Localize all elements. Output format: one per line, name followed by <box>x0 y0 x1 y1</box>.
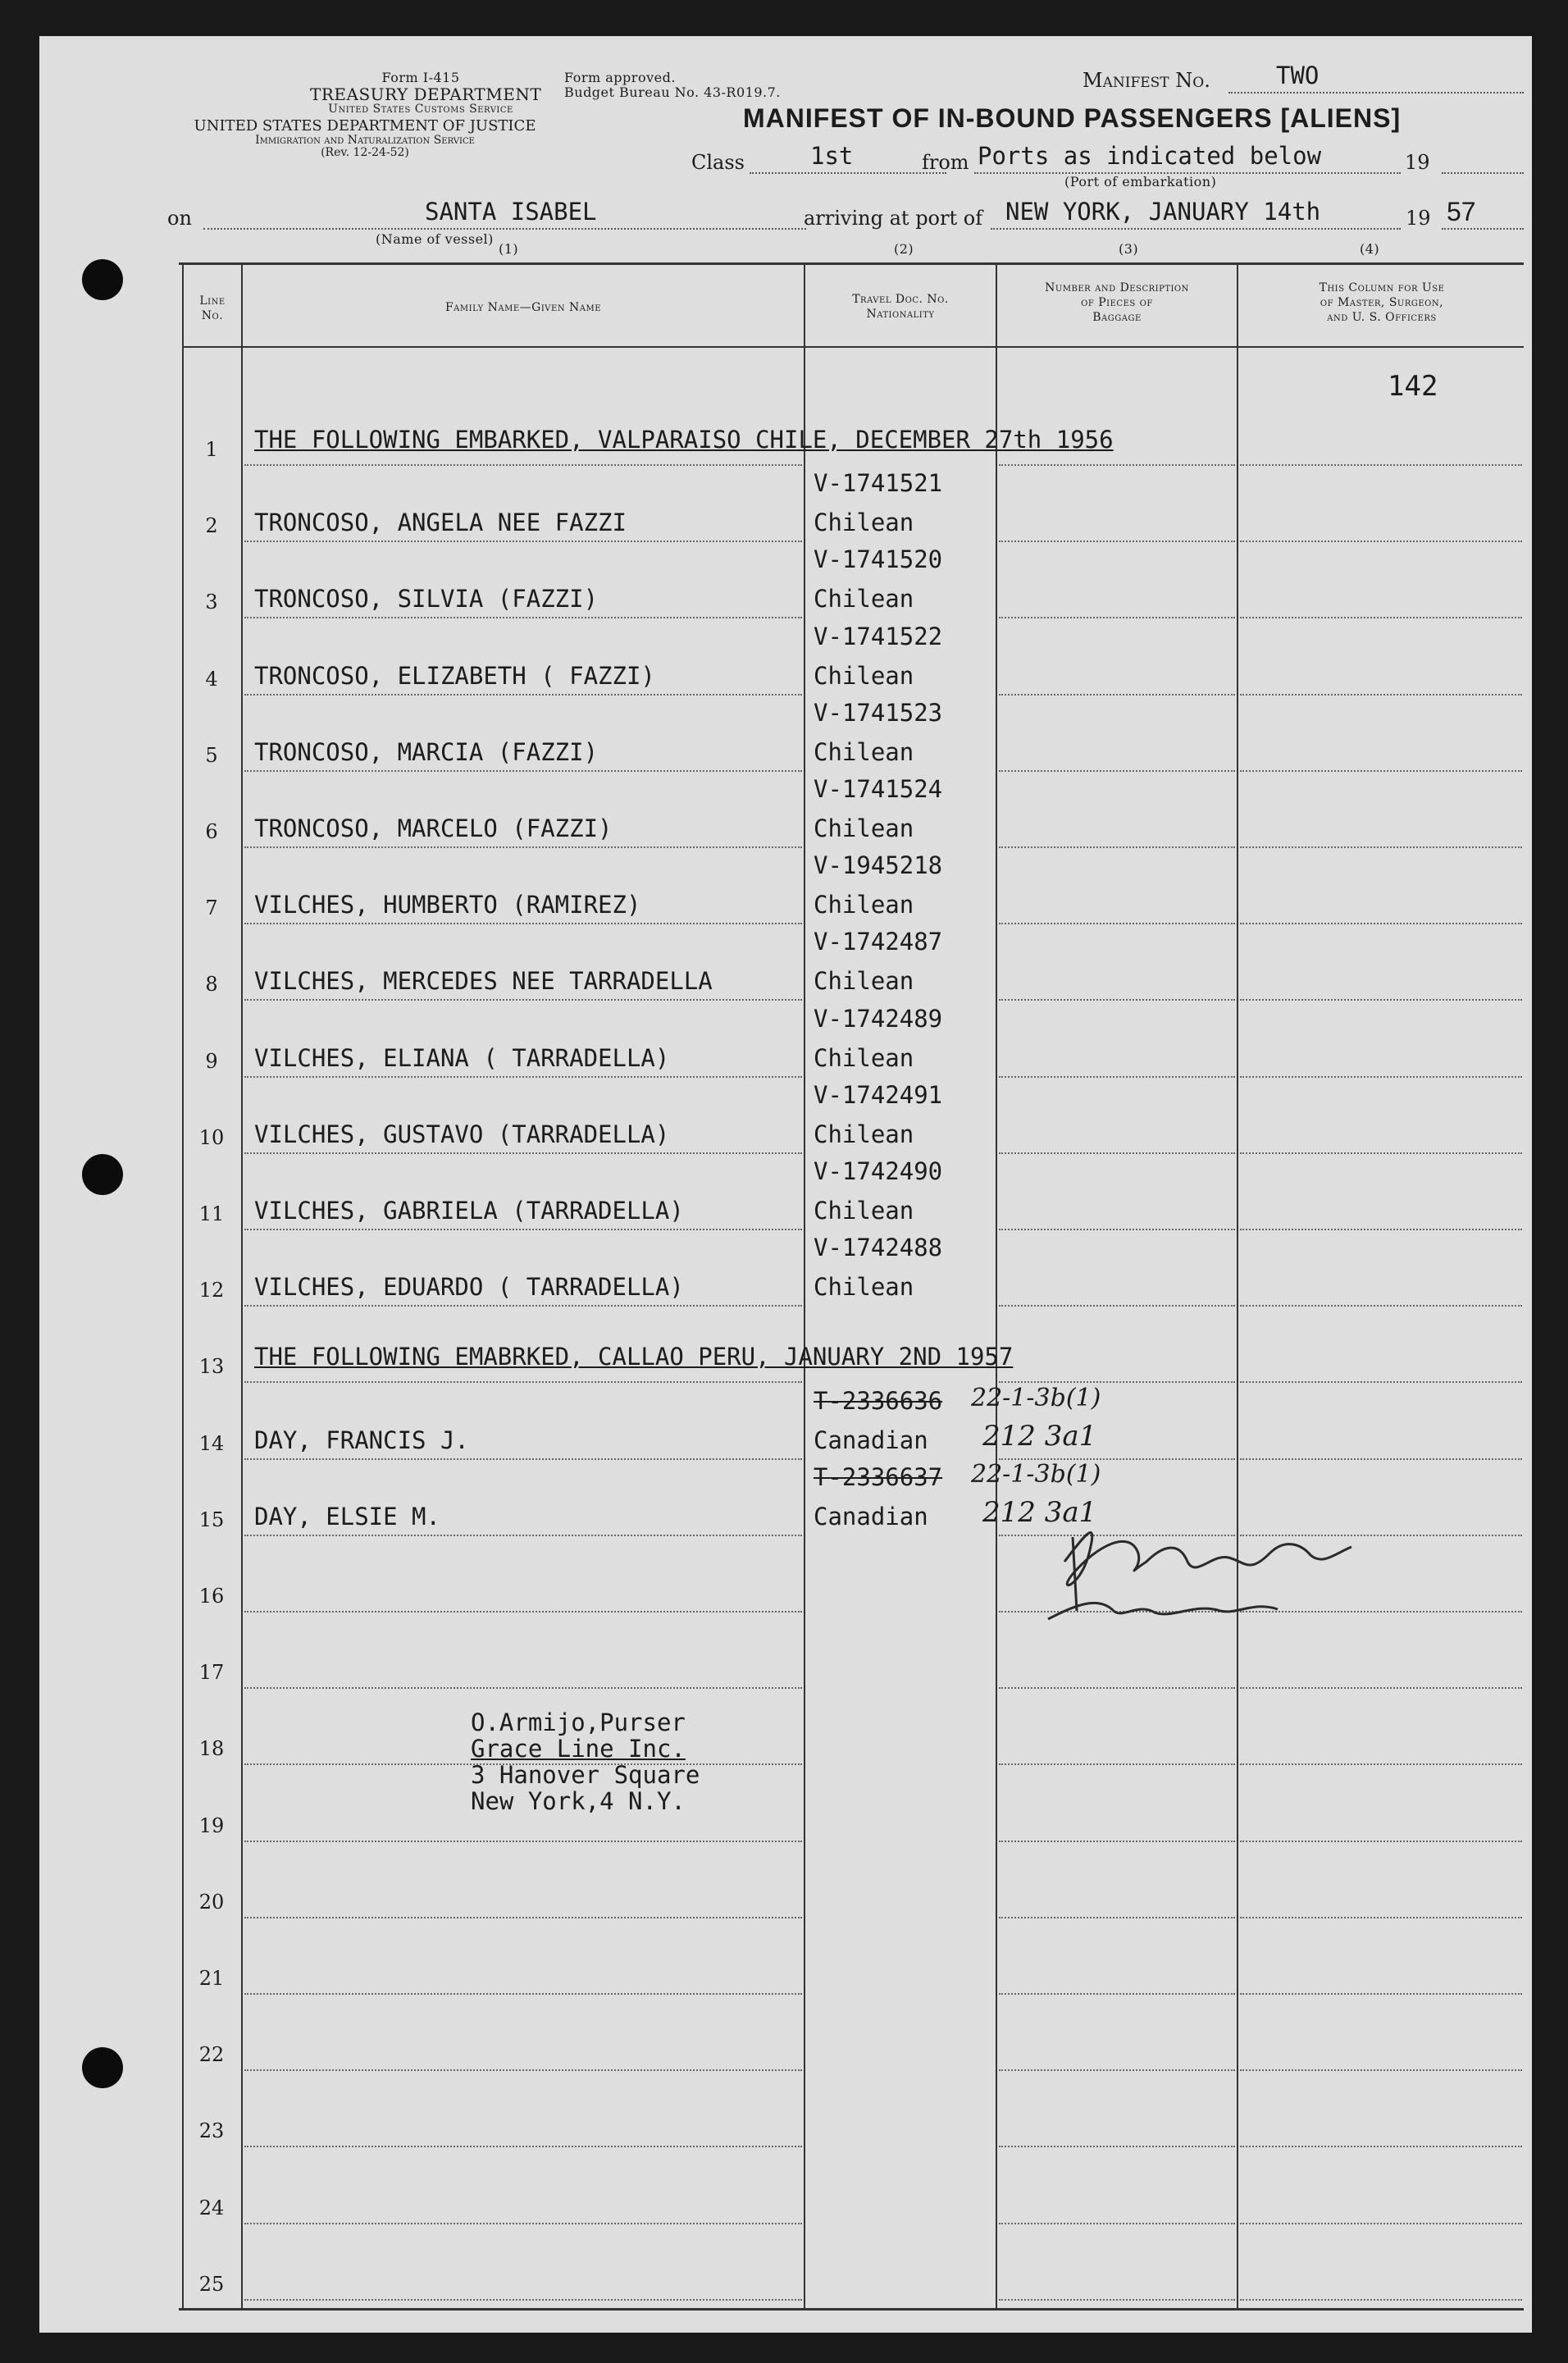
table-top-rule <box>179 262 1524 265</box>
nationality: Chilean <box>814 1197 914 1225</box>
line-number: 24 <box>198 2196 225 2219</box>
handwritten-nat-note: 212 3a1 <box>982 1495 1097 1529</box>
manifest-no-value: TWO <box>1276 62 1320 89</box>
passenger-name: DAY, ELSIE M. <box>254 1502 440 1530</box>
embarkation-heading: THE FOLLOWING EMABRKED, CALLAO PERU, JANUARY 2ND 1957 <box>254 1343 1014 1371</box>
line-number: 5 <box>205 743 218 767</box>
line-number: 20 <box>198 1890 225 1914</box>
line-number: 19 <box>198 1813 225 1837</box>
travel-doc-number: V-1741523 <box>814 698 943 727</box>
travel-doc-number: V-1945218 <box>814 851 943 880</box>
passenger-name: VILCHES, ELIANA ( TARRADELLA) <box>254 1043 670 1072</box>
manifest-page: Form I-415 TREASURY DEPARTMENT United States Customs Service Form approved. Budget Bureau No. 43-R019.7. UNITED STATES DEPARTMENT OF JUSTICE Immigration and Naturalization Service (Rev. 12-24-52) Manifest No. TWO MANIFEST OF IN-BOUND PASSENGERS [ALIENS] Class 1st from Ports as indicated below 19 (Port of embarkation) on SANTA ISABEL arriving at port of NEW YORK, JANUARY 14th 19 57 (Name of vessel) (1) (2) (3) (4) Line No. Family Name—Given Name Travel Doc. No. Nationality Number and Description of Pieces of Baggage This Column for Use of Master, Surgeon, and U. S. Officers 1 THE FOLLOWING EMBARKED, VALPARAISO CHILE, DECEMBER 27th 1956 2 TRONCOSO, ANGELA NEE FAZZI V-1741521 Chilean 3 TRONCOSO, SILVIA (FAZZI) V-1741520 Chilean 4 TRONCOSO, ELIZABETH ( FAZZI) V-1741522 Chilean 5 TRONCOSO, MARCIA (FAZZI) V-1741523 Chilean 6 TRONCOSO, MARCELO (FAZZI) V-1741524 Chilean 7 VILCHES, HUMBERTO (RAMIREZ) V-1945218 Chilean 8 VILCHES, MERCEDES NEE TARRADELLA V-1742487 Chilean 9 VILCHES, ELIANA ( TARRADELLA) V-1742489 Chilean 10 VILCHES, GUSTAVO (TARRADELLA) V-1742491 Chilean 11 VILCHES, GABRIELA (TARRADELLA) V-1742490 Chilean 12 VILCHES, EDUARDO ( TARRADELLA) V-1742488 Chilean 13 THE FOLLOWING EMABRKED, CALLAO PERU, JANUARY 2ND 1957 14 DAY, FRANCIS J. T-2336636 Canadian 22-1-3b(1) 212 3a1 15 DAY, ELSIE M. T-2336637 Canadian 22-1-3b(1) 212 3a1 16 17 18 19 20 21 22 23 24 25 142 O.Armijo,Purser Grace Line Inc. 3 Hanover Square New York,4 N.Y. <box>39 36 1532 2333</box>
col-header-officers: This Column for Use of Master, Surgeon, and U. S. Officers <box>1319 281 1445 325</box>
travel-doc-number: V-1741524 <box>814 775 943 803</box>
year-label: 19 <box>1405 151 1430 174</box>
document-title: MANIFEST OF IN-BOUND PASSENGERS [ALIENS] <box>743 103 1402 133</box>
passenger-name: VILCHES, GUSTAVO (TARRADELLA) <box>254 1120 670 1148</box>
nationality: Canadian <box>814 1502 928 1530</box>
nationality: Chilean <box>814 661 914 690</box>
passenger-name: VILCHES, GABRIELA (TARRADELLA) <box>254 1197 684 1225</box>
agency-block: UNITED STATES DEPARTMENT OF JUSTICE Immigration and Naturalization Service (Rev. 12-24-52) <box>194 117 536 160</box>
line-number: 3 <box>205 591 218 614</box>
passenger-name: TRONCOSO, SILVIA (FAZZI) <box>254 585 599 614</box>
line-number: 6 <box>205 820 218 843</box>
arrival-year-prefix: 19 <box>1406 207 1431 230</box>
line-number: 8 <box>205 973 218 997</box>
line-number: 16 <box>198 1585 225 1608</box>
travel-doc-number: T-2336636 <box>814 1386 943 1415</box>
nationality: Chilean <box>814 967 914 996</box>
nationality: Chilean <box>814 1043 914 1072</box>
arrival-port-value: NEW YORK, JANUARY 14th <box>1005 198 1321 226</box>
class-value: 1st <box>810 142 854 170</box>
line-number: 25 <box>198 2272 225 2296</box>
vessel-caption: (Name of vessel) <box>376 231 494 247</box>
line-number: 18 <box>198 1737 225 1761</box>
officer-signature <box>1040 1496 1401 1660</box>
punch-hole <box>82 259 123 300</box>
nationality: Chilean <box>814 585 914 614</box>
passenger-name: TRONCOSO, MARCELO (FAZZI) <box>254 814 613 842</box>
line-number: 10 <box>198 1125 225 1149</box>
passenger-name: VILCHES, HUMBERTO (RAMIREZ) <box>254 891 641 919</box>
line-number: 11 <box>198 1202 225 1225</box>
purser-address: O.Armijo,Purser Grace Line Inc. 3 Hanover Square New York,4 N.Y. <box>471 1708 700 1815</box>
vessel-name: SANTA ISABEL <box>425 198 597 226</box>
nationality: Chilean <box>814 891 914 919</box>
line-number: 9 <box>205 1049 218 1073</box>
handwritten-doc-note: 22-1-3b(1) <box>971 1383 1101 1412</box>
punch-hole <box>82 2047 123 2088</box>
travel-doc-number: V-1742491 <box>814 1080 943 1109</box>
form-number: Form I-415 TREASURY DEPARTMENT United States Customs Service <box>310 70 542 116</box>
travel-doc-number: V-1741522 <box>814 622 943 650</box>
line-number: 2 <box>205 514 218 538</box>
form-approved: Form approved. Budget Bureau No. 43-R019.7. <box>564 70 781 100</box>
travel-doc-number: V-1741520 <box>814 545 943 574</box>
handwritten-nat-note: 212 3a1 <box>982 1419 1097 1453</box>
line-number: 13 <box>198 1355 225 1379</box>
port-of-embarkation-caption: (Port of embarkation) <box>1064 174 1217 189</box>
passenger-name: TRONCOSO, ELIZABETH ( FAZZI) <box>254 661 655 690</box>
nationality: Chilean <box>814 814 914 842</box>
col-header-name: Family Name—Given Name <box>444 301 602 314</box>
travel-doc-number: V-1742489 <box>814 1004 943 1033</box>
header-row-rule <box>182 346 1524 348</box>
line-number: 15 <box>198 1508 225 1531</box>
travel-doc-number: V-1742487 <box>814 928 943 956</box>
nationality: Chilean <box>814 1273 914 1302</box>
col-header-baggage: Number and Description of Pieces of Baggage <box>1045 281 1189 325</box>
travel-doc-number: V-1742490 <box>814 1157 943 1185</box>
line-number: 14 <box>198 1431 225 1455</box>
col-header-line-no: Line No. <box>199 294 226 323</box>
count-annotation: 142 <box>1388 370 1438 403</box>
line-number: 17 <box>198 1661 225 1685</box>
on-label: on <box>167 207 192 230</box>
from-label: from <box>922 151 969 174</box>
nationality: Chilean <box>814 737 914 766</box>
travel-doc-number: V-1742488 <box>814 1234 943 1262</box>
travel-doc-number: T-2336637 <box>814 1462 943 1491</box>
passenger-name: VILCHES, MERCEDES NEE TARRADELLA <box>254 967 713 996</box>
class-label: Class <box>691 151 745 174</box>
line-number: 21 <box>198 1967 225 1990</box>
travel-doc-number: V-1741521 <box>814 469 943 498</box>
punch-hole <box>82 1154 123 1195</box>
line-number: 7 <box>205 896 218 920</box>
arriving-label: arriving at port of <box>804 207 983 230</box>
line-number: 4 <box>205 667 218 691</box>
line-number: 12 <box>198 1279 225 1302</box>
passenger-name: TRONCOSO, MARCIA (FAZZI) <box>254 737 599 766</box>
passenger-name: VILCHES, EDUARDO ( TARRADELLA) <box>254 1273 684 1302</box>
line-number: 22 <box>198 2043 225 2067</box>
nationality: Canadian <box>814 1426 928 1454</box>
passenger-name: DAY, FRANCIS J. <box>254 1426 469 1454</box>
arrival-year-suffix: 57 <box>1447 197 1476 226</box>
nationality: Chilean <box>814 509 914 537</box>
port-of-embarkation-value: Ports as indicated below <box>978 142 1322 170</box>
embarkation-heading: THE FOLLOWING EMBARKED, VALPARAISO CHILE, DECEMBER 27th 1956 <box>254 426 1114 454</box>
nationality: Chilean <box>814 1120 914 1148</box>
handwritten-doc-note: 22-1-3b(1) <box>971 1459 1101 1489</box>
passenger-name: TRONCOSO, ANGELA NEE FAZZI <box>254 509 627 537</box>
manifest-no-label: Manifest No. <box>1083 69 1210 92</box>
col-header-travel-doc: Travel Doc. No. Nationality <box>852 293 949 322</box>
line-number: 1 <box>205 438 218 461</box>
line-number: 23 <box>198 2119 225 2143</box>
table-bottom-rule <box>179 2308 1524 2311</box>
